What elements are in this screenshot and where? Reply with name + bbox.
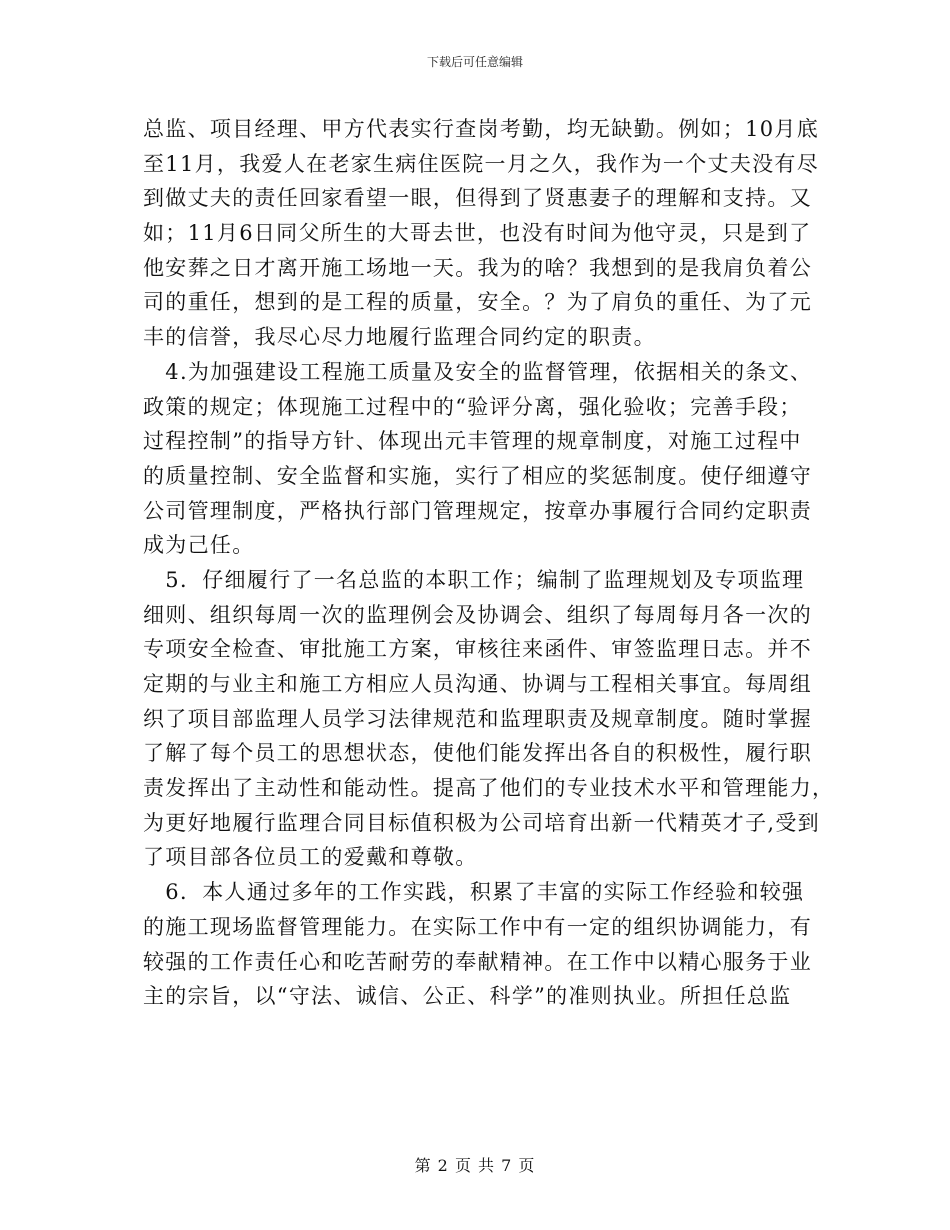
text-line: 丰的信誉，我尽心尽力地履行监理合同约定的职责。 [143,325,656,350]
text-line: 6．本人通过多年的工作实践，积累了丰富的实际工作经验和较强 [143,880,805,905]
text-line: 4.为加强建设工程施工质量及安全的监督管理，依据相关的条文、 [143,359,813,384]
text-line: 成为己任。 [143,533,255,558]
text-line: 织了项目部监理人员学习法律规范和监理职责及规章制度。随时掌握 [143,706,812,731]
text-line: 专项安全检查、审批施工方案，审核往来函件、审签监理日志。并不 [143,637,812,662]
text-line: 政策的规定；体现施工过程中的“验评分离，强化验收；完善手段； [143,394,802,419]
text-line: 5．仔细履行了一名总监的本职工作；编制了监理规划及专项监理 [143,567,805,592]
text-line: 如；11月6日同父所生的大哥去世，也没有时间为他守灵，只是到了 [143,221,812,246]
document-body [143,112,835,1014]
text-line: 的施工现场监督管理能力。在实际工作中有一定的组织协调能力，有 [143,914,812,939]
text-line: 定期的与业主和施工方相应人员沟通、协调与工程相关事宜。每周组 [143,672,812,696]
page-header: 下载后可任意编辑 [426,55,523,69]
text-line: 过程控制”的指导方针、体现出元丰管理的规章制度，对施工过程中 [143,429,802,454]
text-line: 司的重任，想到的是工程的质量，安全。？为了肩负的重任、为了元 [143,290,812,315]
text-line: 他安葬之日才离开施工场地一天。我为的啥？我想到的是我肩负着公 [143,255,812,280]
text-line: 较强的工作责任心和吃苦耐劳的奉献精神。在工作中以精心服务于业 [143,949,812,974]
text-line: 责发挥出了主动性和能动性。提高了他们的专业技术水平和管理能力， [143,776,835,801]
text-line: 细则、组织每周一次的监理例会及协调会、组织了每周每月各一次的 [143,602,812,627]
text-line: 公司管理制度，严格执行部门管理规定，按章办事履行合同约定职责 [143,498,812,523]
text-line: 总监、项目经理、甲方代表实行查岗考勤，均无缺勤。例如；10月底 [143,117,820,141]
text-line: 了项目部各位员工的爱戴和尊敬。 [143,845,478,870]
page-footer: 第 2 页 共 7 页 [414,1156,536,1175]
text-line: 到做丈夫的责任回家看望一眼，但得到了贤惠妻子的理解和支持。又 [143,186,812,211]
text-line: 了解了每个员工的思想状态，使他们能发挥出各自的积极性，履行职 [143,741,812,766]
text-line: 主的宗旨，以“守法、诚信、公正、科学”的准则执业。所担任总监 [143,984,792,1009]
text-line: 至11月，我爱人在老家生病住医院一月之久，我作为一个丈夫没有尽 [143,151,820,176]
text-line: 的质量控制、安全监督和实施，实行了相应的奖惩制度。使仔细遵守 [143,463,812,488]
text-line: 为更好地履行监理合同目标值积极为公司培育出新一代精英才子,受到 [143,810,820,835]
